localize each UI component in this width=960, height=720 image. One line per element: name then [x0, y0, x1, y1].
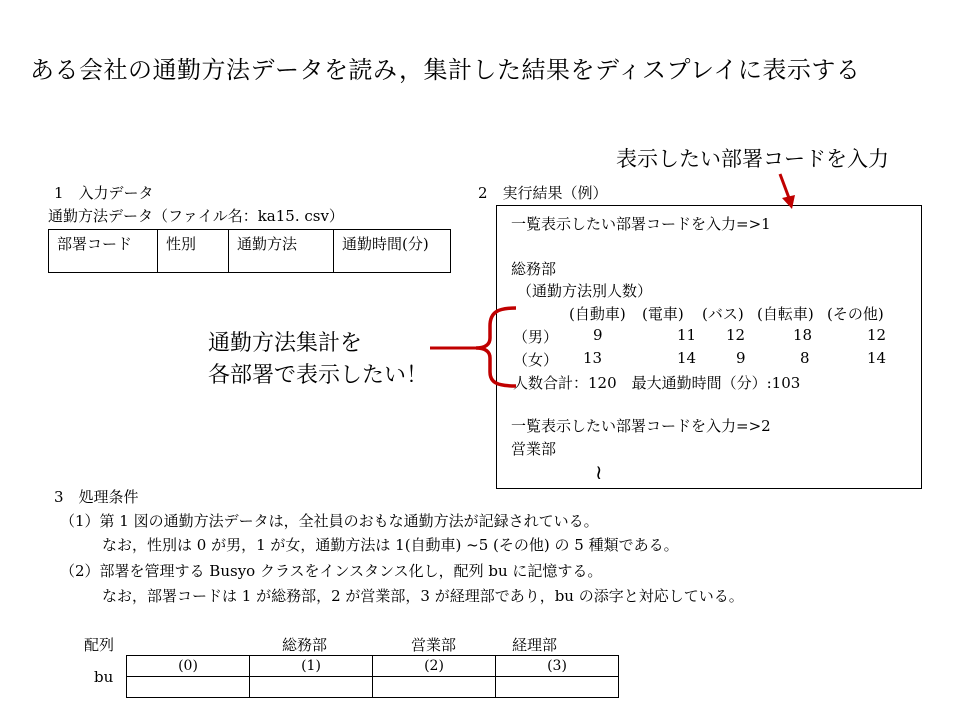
array-index: (3) [496, 656, 619, 677]
category-header: (自動車) [569, 305, 626, 323]
input-file-label: 通勤方法データ（ファイル名：ka15. csv） [48, 207, 344, 225]
row-label-female: （女） [513, 351, 559, 369]
callout-line: 通勤方法集計を [208, 331, 363, 356]
result-heading: 2 実行結果（例） [478, 184, 608, 202]
slide-title: ある会社の通勤方法データを読み，集計した結果をディスプレイに表示する [30, 56, 861, 84]
count-cell: 12 [726, 326, 746, 344]
column-header: 部署コード [49, 230, 158, 273]
array-index-row [127, 656, 619, 677]
input-prompt-line: 一覧表示したい部署コードを入力=>2 [511, 417, 771, 435]
input-format-table [48, 229, 451, 273]
array-slot [373, 677, 496, 698]
count-cell: 12 [867, 326, 887, 344]
array-slot [250, 677, 373, 698]
category-header: (自転車) [757, 305, 814, 323]
array-dept-name: 総務部 [282, 636, 328, 654]
row-label-male: （男） [513, 328, 559, 346]
column-header: 通勤時間(分) [334, 230, 451, 273]
array-slot [496, 677, 619, 698]
array-dept-name: 経理部 [512, 636, 558, 654]
input-prompt-line: 一覧表示したい部署コードを入力=>1 [511, 215, 771, 233]
category-header: (その他) [827, 305, 884, 323]
array-label: 配列 [84, 636, 115, 654]
array-table [126, 655, 619, 698]
input-format-row [49, 230, 451, 273]
conditions-heading: 3 処理条件 [54, 488, 139, 506]
console-output-box [496, 205, 922, 489]
department-name: 営業部 [511, 440, 557, 458]
count-cell: 11 [677, 326, 697, 344]
breakdown-label: （通勤方法別人数） [517, 282, 653, 300]
count-cell: 18 [793, 326, 813, 344]
brace-bracket-icon [430, 300, 530, 392]
input-data-heading: 1 入力データ [54, 184, 154, 202]
count-cell: 9 [593, 326, 603, 344]
callout-arrow-icon [770, 172, 800, 212]
array-index: (0) [127, 656, 250, 677]
callout-enter-code: 表示したい部署コードを入力 [616, 147, 889, 171]
category-header: (電車) [642, 305, 684, 323]
array-index: (1) [250, 656, 373, 677]
count-cell: 9 [736, 349, 746, 367]
count-cell: 8 [800, 349, 810, 367]
department-name: 総務部 [511, 260, 557, 278]
array-dept-name: 営業部 [411, 636, 457, 654]
array-name: bu [94, 668, 114, 686]
array-index: (2) [373, 656, 496, 677]
array-slot-row [127, 677, 619, 698]
count-cell: 13 [583, 349, 603, 367]
column-header: 通勤方法 [229, 230, 334, 273]
continuation-mark: ≀ [595, 460, 603, 484]
condition-text: （2）部署を管理する Busyo クラスをインスタンス化し，配列 bu に記憶する。 [60, 562, 603, 580]
column-header: 性別 [158, 230, 229, 273]
array-slot [127, 677, 250, 698]
count-cell: 14 [867, 349, 887, 367]
count-cell: 14 [677, 349, 697, 367]
condition-text: なお，部署コードは 1 が総務部，2 が営業部，3 が経理部であり，bu の添字と対応している。 [102, 587, 744, 605]
total-line: 人数合計：120 最大通勤時間（分）:103 [513, 374, 801, 392]
callout-display-per-dept [208, 328, 428, 392]
condition-text: なお，性別は 0 が男，1 が女，通勤方法は 1(自動車) ~5 (その他) の 5 種類である。 [102, 536, 679, 554]
callout-line: 各部署で表示したい！ [208, 363, 429, 388]
condition-text: （1）第 1 図の通勤方法データは，全社員のおもな通勤方法が記録されている。 [60, 512, 599, 530]
category-header: (バス) [702, 305, 744, 323]
